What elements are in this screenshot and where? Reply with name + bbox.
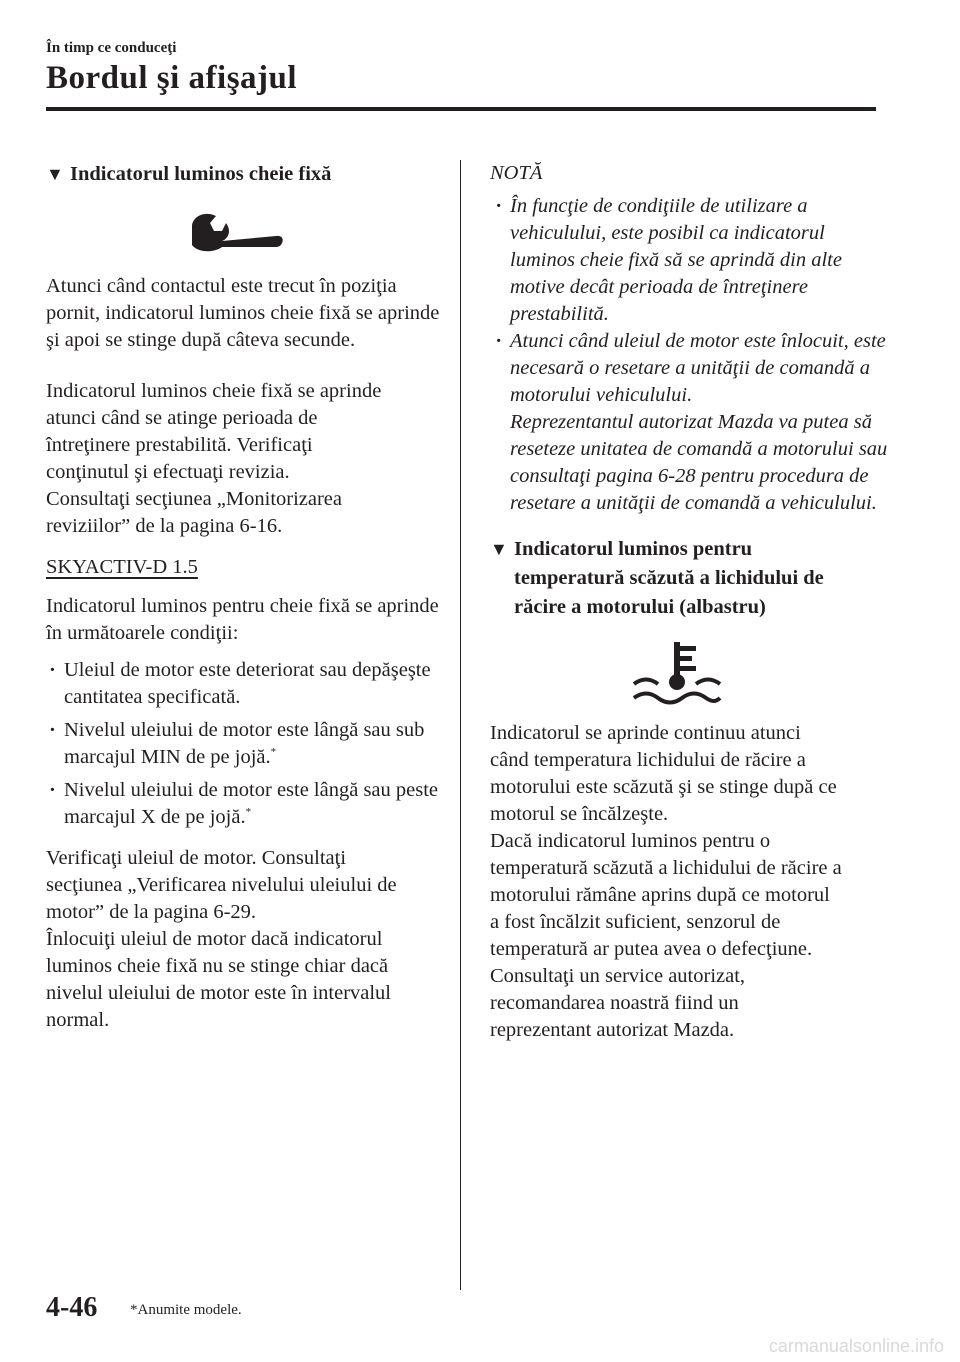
note-box: [490, 160, 890, 517]
text-line: motorului rămâne aprins după ce motorul: [490, 884, 830, 906]
list-item-text: Nivelul uleiului de motor este lângă sau sub marcajul MIN de pe jojă.: [64, 719, 425, 768]
section-heading-wrench: [46, 160, 441, 189]
note-text: Reprezentantul autorizat Mazda va putea să reseteze unitatea de comandă a motorului sau consultaţi pagina 6-28 pentru procedura de resetare a unităţii de comandă a vehiculului.: [510, 411, 888, 514]
text-line: temperatură ar putea avea o defecţiune.: [490, 938, 813, 960]
triangle-down-icon: ▼: [46, 164, 64, 184]
list-item-text: Nivelul uleiului de motor este lângă sau peste marcajul X de pe jojă.: [64, 779, 439, 828]
page-title: Bordul şi afişajul: [46, 60, 298, 96]
list-item-text: Uleiul de motor este deteriorat sau depăşeşte cantitatea specificată.: [64, 659, 431, 708]
paragraph: [46, 845, 441, 1034]
text-line: când temperatura lichidului de răcire a: [490, 749, 806, 771]
section-heading-coolant: [490, 535, 890, 622]
text-line: atunci când se atinge perioada de: [46, 407, 318, 429]
text-line: Indicatorul luminos pentru: [514, 538, 753, 560]
text-line: Indicatorul se aprinde continuu atunci: [490, 722, 801, 744]
footnote: *Anumite modele.: [130, 1302, 242, 1318]
note-item: [490, 328, 890, 517]
footnote-marker: *: [245, 806, 252, 818]
text-line: motorul se încălzeşte.: [490, 803, 669, 825]
list-item: [46, 717, 441, 771]
text-line: recomandarea noastră fiind un: [490, 992, 739, 1014]
text-line: Indicatorul luminos cheie fixă se aprinde: [46, 380, 382, 402]
text-line: motorului este scăzută şi se stinge după ce: [490, 776, 837, 798]
text-line: nivelul uleiului de motor este în intervalul: [46, 982, 392, 1004]
wrench-icon: [184, 209, 284, 257]
paragraph: Atunci când contactul este trecut în poziţia pornit, indicatorul luminos cheie fixă se aprinde şi apoi se stinge după câteva secunde.: [46, 275, 440, 351]
text-line: Verificaţi uleiul de motor. Consultaţi: [46, 847, 347, 869]
text-line: Dacă indicatorul luminos pentru o: [490, 830, 771, 852]
subsection-heading: SKYACTIV-D 1.5: [46, 556, 198, 578]
section-heading-text: [514, 535, 824, 622]
text-line: luminos cheie fixă nu se stinge chiar dacă: [46, 955, 389, 977]
column-divider: [460, 160, 461, 1290]
text-line: a fost încălzit suficient, senzorul de: [490, 911, 781, 933]
text-line: conţinutul şi efectuaţi revizia.: [46, 461, 290, 483]
text-line: temperatură scăzută a lichidului de: [514, 567, 824, 589]
watermark: carmanualsonline.info: [768, 1336, 944, 1356]
text-line: Consultaţi secţiunea „Monitorizarea: [46, 488, 343, 510]
paragraph: [490, 720, 890, 1044]
paragraph: Indicatorul luminos pentru cheie fixă se aprinde în următoarele condiţii:: [46, 595, 439, 644]
list-item: [46, 777, 441, 831]
note-list: [490, 193, 890, 517]
text-line: răcire a motorului (albastru): [514, 596, 766, 618]
list-item: [46, 657, 441, 711]
note-item: [490, 193, 890, 328]
section-heading-text: Indicatorul luminos cheie fixă: [70, 163, 332, 185]
note-text: · Atunci când uleiul de motor este înlocuit, este necesară o resetare a unităţii de comandă a motorului vehiculului.: [510, 330, 886, 406]
text-line: reviziilor” de la pagina 6-16.: [46, 515, 283, 537]
note-title: NOTĂ: [490, 162, 543, 184]
note-text: · În funcţie de condiţiile de utilizare a vehiculului, este posibil ca indicatorul luminos cheie fixă să se aprindă din alte motive decât perioada de întreţinere prestabilită.: [510, 195, 842, 325]
text-line: motor” de la pagina 6-29.: [46, 901, 257, 923]
text-line: temperatură scăzută a lichidului de răcire a: [490, 857, 842, 879]
text-line: normal.: [46, 1009, 110, 1031]
header-kicker: În timp ce conduceţi: [46, 40, 177, 56]
bullet-list: [46, 657, 441, 831]
text-line: reprezentant autorizat Mazda.: [490, 1019, 735, 1041]
text-line: întreţinere prestabilită. Verificaţi: [46, 434, 313, 456]
triangle-down-icon: ▼: [490, 539, 508, 559]
text-line: secţiunea „Verificarea nivelului uleiului de: [46, 874, 397, 896]
right-column: [490, 160, 890, 1044]
coolant-temperature-icon: [628, 640, 728, 706]
footnote-marker: *: [270, 746, 277, 758]
left-column: [46, 160, 441, 1034]
text-line: Înlocuiţi uleiul de motor dacă indicatorul: [46, 928, 383, 950]
page-number: 4-46: [46, 1292, 98, 1323]
paragraph: [46, 378, 441, 540]
header-rule: [46, 107, 876, 111]
text-line: Consultaţi un service autorizat,: [490, 965, 746, 987]
